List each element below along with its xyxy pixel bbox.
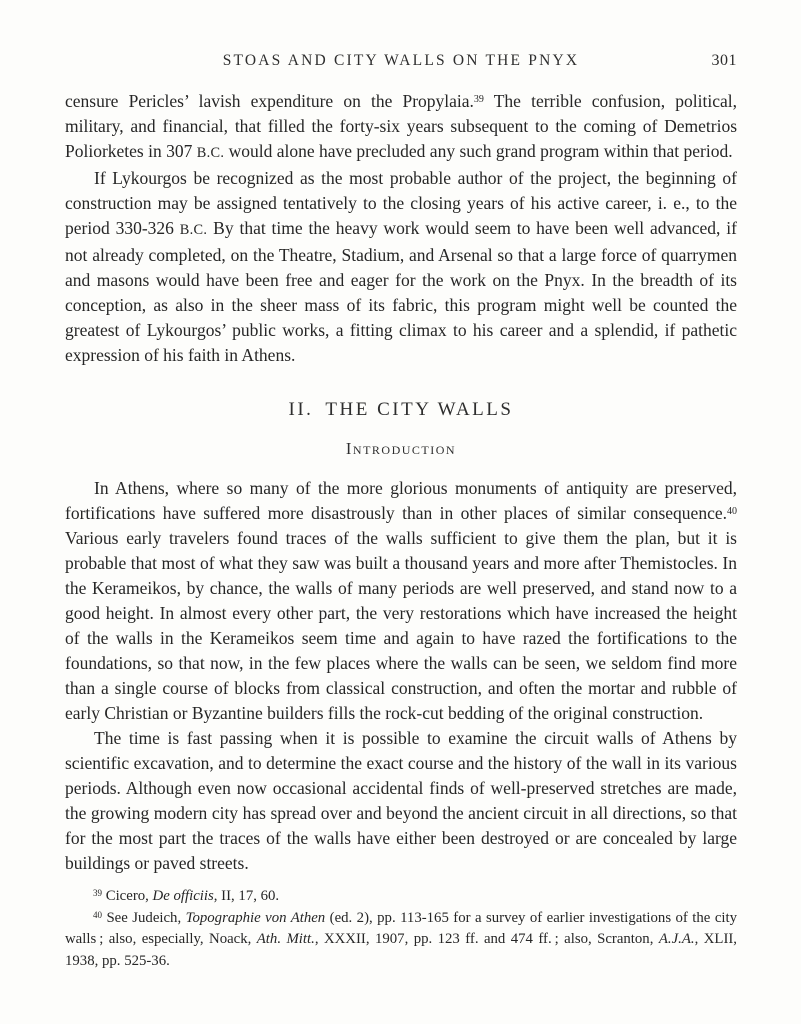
- footnote-marker: 39: [93, 888, 102, 898]
- section-paragraphs: [65, 476, 737, 876]
- text-run: If Lykourgos be recognized as the most probable author of the project, the beginning of construction may be assigned tentatively to the closing years of his active career, i. e., to the period 330-326: [65, 168, 737, 238]
- footnote-ref: 40: [727, 506, 737, 517]
- text-run: (ed. 2), pp. 113-165 for a survey of earlier investigations of the city walls ; also, especially, Noack,: [65, 909, 738, 947]
- text-run: , II, 17, 60.: [213, 888, 280, 904]
- footnote-ref: 39: [473, 94, 484, 105]
- text-run: De officiis: [152, 888, 214, 904]
- page-number: 301: [711, 52, 737, 69]
- footnotes-section: [65, 886, 737, 972]
- text-run: In Athens, where so many of the more glorious monuments of antiquity are preserved, fortifications have suffered more disastrously than in other places of similar consequence.: [65, 478, 737, 523]
- text-run: Various early travelers found traces of the walls sufficient to give them the plan, but it is probable that most of what they saw was built a thousand years and more after Themistocles. In the Kerameikos, by chance, the walls of many periods are well preserved, and stand now to a good height. In almost every other part, the very restorations which have increased the height of the walls in the Kerameikos seem time and again to have razed the fortifications to the foundations, so that now, in the few places where the walls can be seen, we seldom find more than a single course of blocks from classical construction, and often the mortar and rubble of early Christian or Byzantine builders fills the rock-cut bedding of the original construction.: [65, 528, 737, 723]
- text-run: By that time the heavy work would seem to have been well advanced, if not already completed, on the Theatre, Stadium, and Arsenal so that a large force of quarrymen and masons would have been free and eager for the work on the Pnyx. In the breadth of its conception, as also in the sheer mass of its fabric, this program might well be counted the greatest of Lykourgos’ public works, a fitting climax to his career and a splendid, if pathetic expression of his faith in Athens.: [65, 218, 737, 365]
- text-run: , XLII, 1938, pp. 525-36.: [65, 931, 737, 969]
- paragraph: [65, 726, 737, 876]
- text-run: Ath. Mitt.: [256, 931, 315, 947]
- text-run: A.J.A.: [658, 931, 695, 947]
- footnote: [65, 908, 737, 973]
- text-run: B.C.: [196, 145, 225, 161]
- text-run: The time is fast passing when it is possible to examine the circuit walls of Athens by scientific excavation, and to determine the exact course and the history of the wall in its various periods. Although even now occasional accidental finds of well-preserved stretches are made, the growing modern city has spread over and beyond the ancient circuit in all directions, so that for the most part the traces of the walls have either been destroyed or are concealed by large buildings or paved streets.: [65, 728, 737, 873]
- text-run: Topographie von Athen: [185, 909, 326, 926]
- text-run: See Judeich,: [106, 909, 186, 926]
- footnote-marker: 40: [93, 909, 102, 920]
- text-run: , XXXII, 1907, pp. 123 ff. and 474 ff. ; also, Scranton,: [314, 931, 659, 947]
- paragraph: [65, 166, 737, 368]
- text-run: Cicero,: [105, 888, 153, 904]
- text-run: The terrible confusion, political, military, and financial, that filled the forty-six years subsequent to the coming of Demetrios Poliorketes in 307: [65, 91, 737, 161]
- paragraph: [65, 476, 737, 726]
- footnote: [65, 886, 737, 908]
- page-header: [65, 52, 737, 72]
- section-subheading: Introduction: [345, 439, 457, 458]
- text-run: censure Pericles’ lavish expenditure on the Propylaia.: [65, 91, 474, 111]
- running-title: STOAS AND CITY WALLS ON THE PNYX: [222, 52, 580, 69]
- intro-paragraphs: [65, 89, 737, 368]
- paragraph: [65, 89, 737, 166]
- text-run: would alone have precluded any such grand program within that period.: [224, 141, 733, 161]
- section-heading: II. THE CITY WALLS: [288, 399, 514, 420]
- text-run: B.C.: [179, 222, 208, 238]
